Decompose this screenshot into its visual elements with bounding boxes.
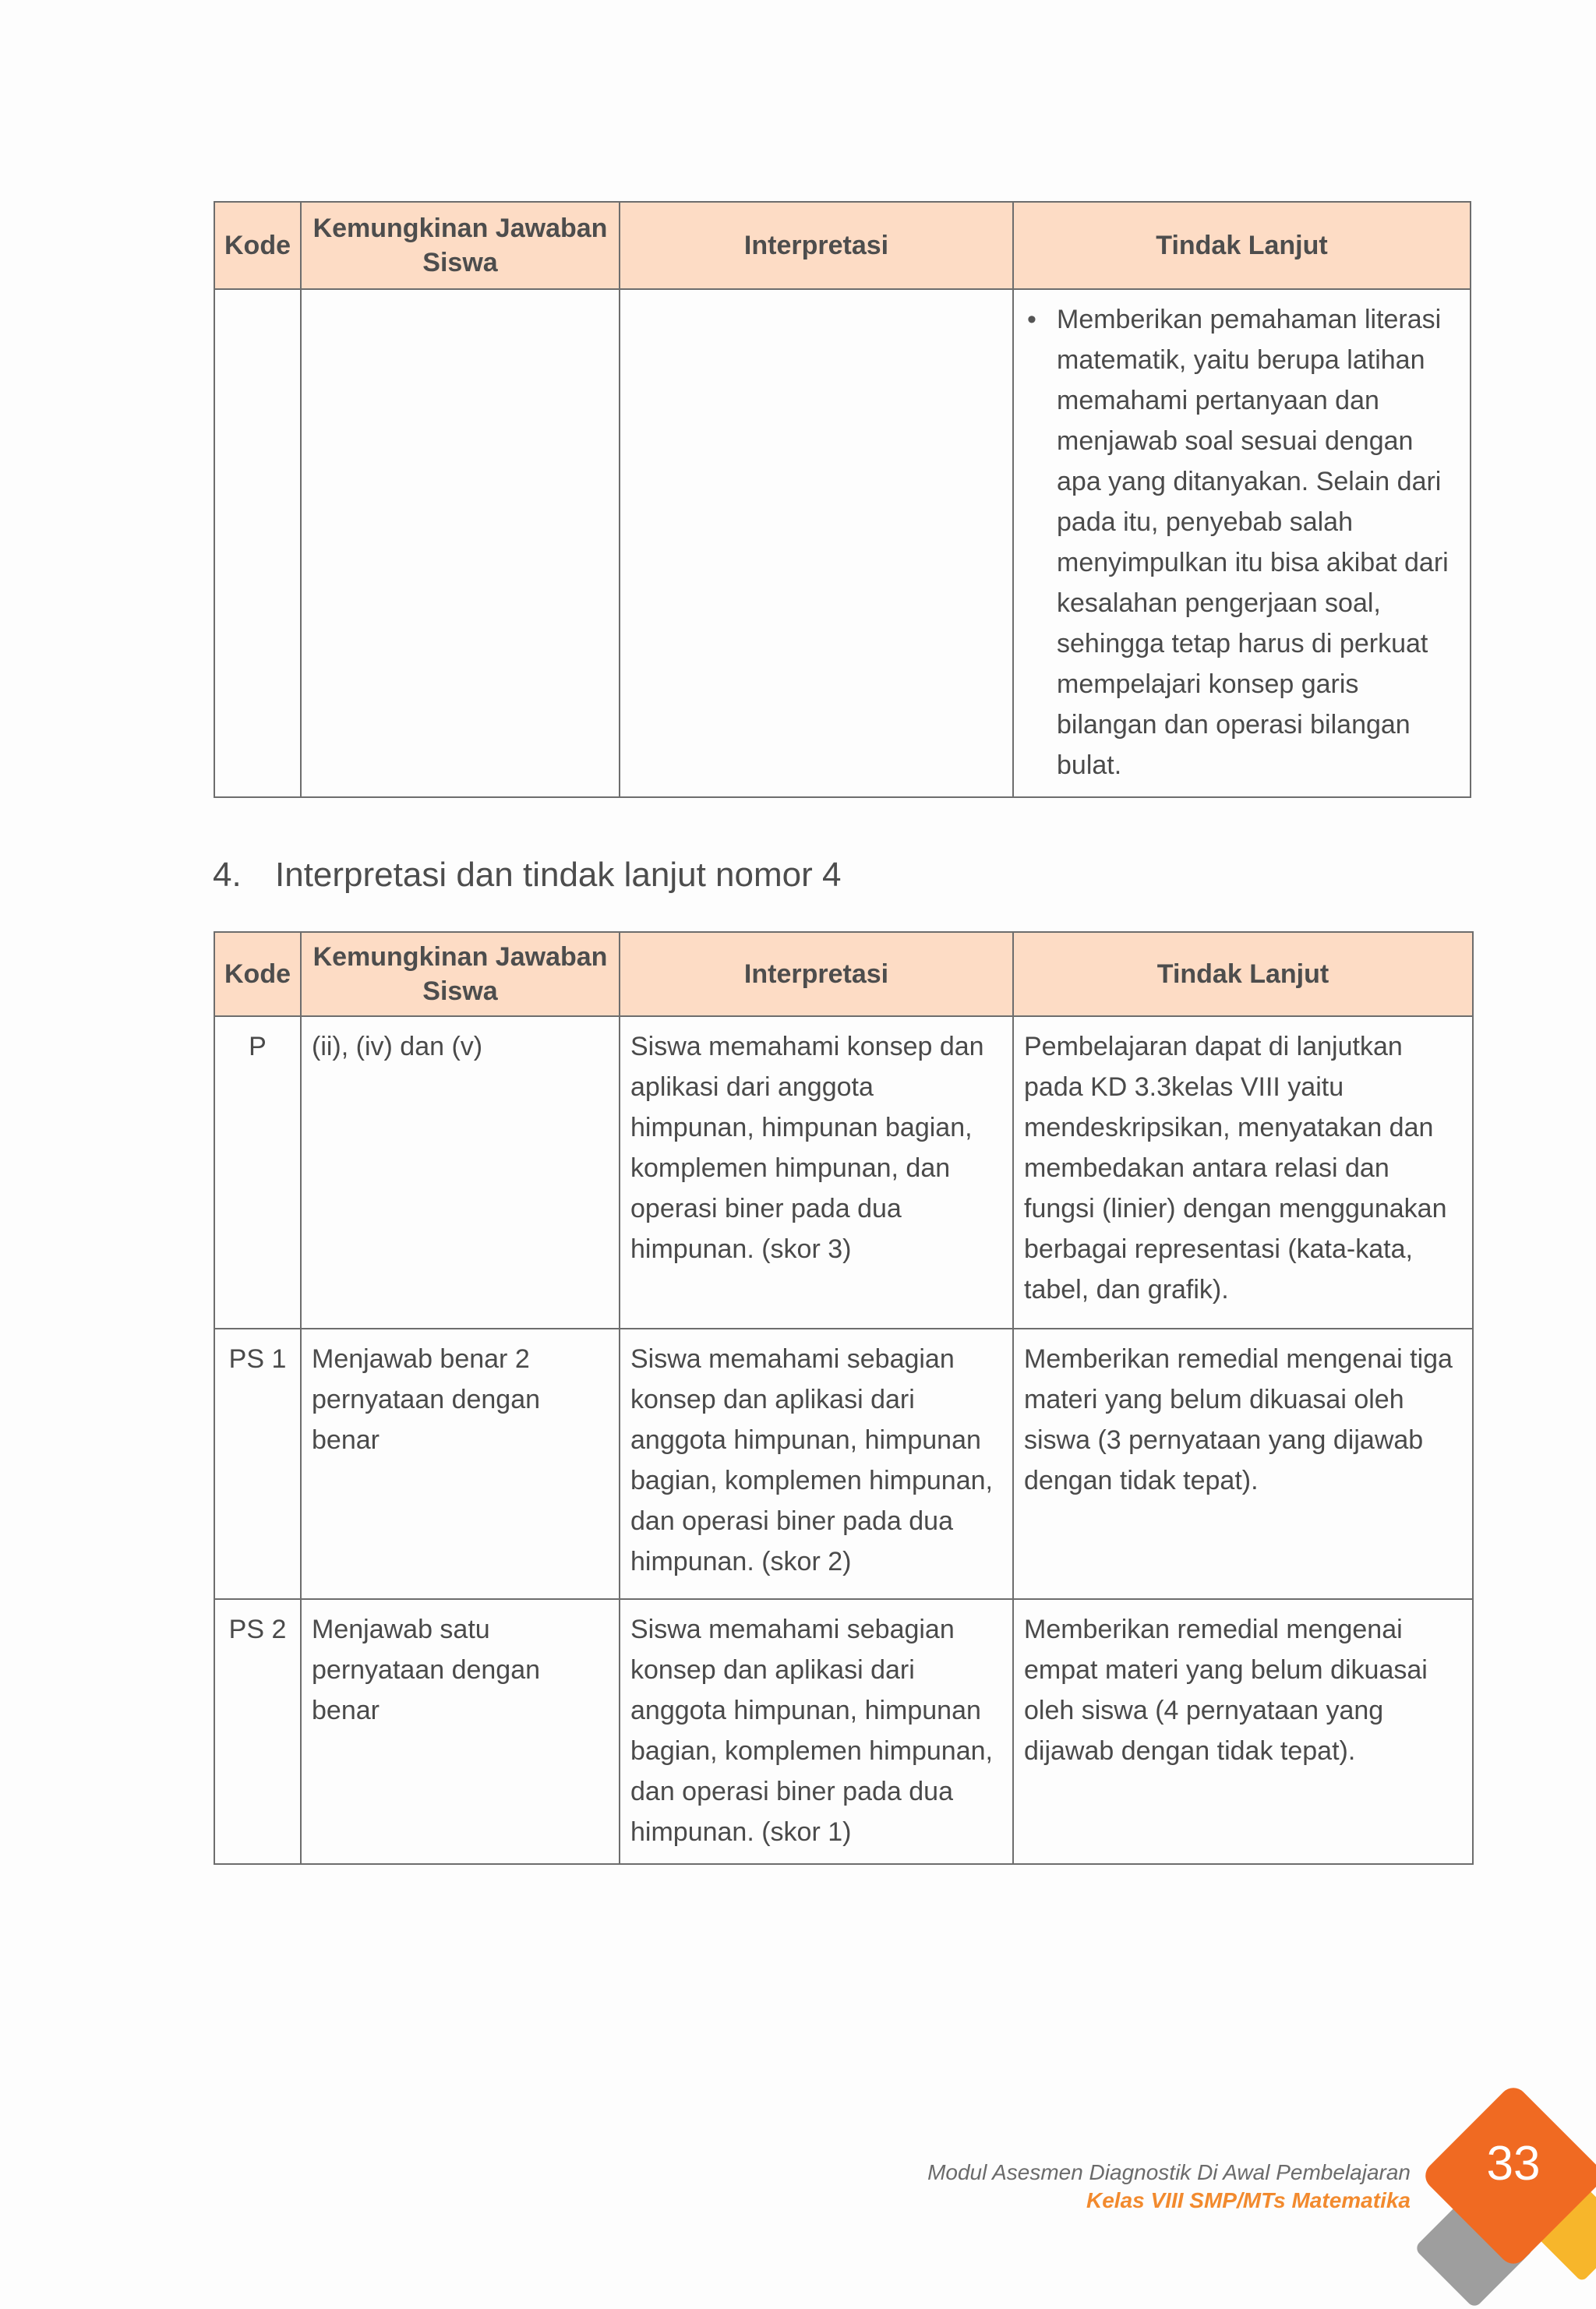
bullet-icon: • bbox=[1027, 305, 1036, 334]
header-interpretasi: Interpretasi bbox=[620, 202, 1013, 289]
cell-jawaban: Menjawab benar 2 pernyataan dengan benar bbox=[301, 1329, 620, 1599]
cell-interpretasi: Siswa memahami konsep dan aplikasi dari anggota himpunan, himpunan bagian, komplemen himpunan, dan operasi biner pada dua himpunan. (skor 3) bbox=[620, 1016, 1013, 1329]
cell-jawaban: (ii), (iv) dan (v) bbox=[301, 1016, 620, 1329]
header-kode: Kode bbox=[214, 932, 301, 1016]
bullet-text: Memberikan pemahaman literasi matematik, yaitu berupa latihan memahami pertanyaan dan menjawab soal sesuai dengan apa yang ditanyakan. Selain dari pada itu, penyebab salah menyimpulkan itu bisa akibat dari kesalahan pengerjaan soal, sehingga tetap harus di perkuat mempelajari konsep garis bilangan dan operasi bilangan bulat. bbox=[1057, 305, 1449, 780]
header-interpretasi: Interpretasi bbox=[620, 932, 1013, 1016]
header-tindak-lanjut: Tindak Lanjut bbox=[1013, 202, 1471, 289]
cell-kode: P bbox=[214, 1016, 301, 1329]
bullet-list-item bbox=[1024, 299, 1460, 786]
cell-jawaban: Menjawab satu pernyataan dengan benar bbox=[301, 1599, 620, 1864]
header-kemungkinan-jawaban: Kemungkinan Jawaban Siswa bbox=[301, 202, 620, 289]
table-row bbox=[214, 1599, 1473, 1864]
footer-book-title: Modul Asesmen Diagnostik Di Awal Pembelajaran bbox=[927, 2160, 1411, 2184]
table-interpretasi-nomor-4 bbox=[214, 931, 1474, 1865]
footer-book-subtitle: Kelas VIII SMP/MTs Matematika bbox=[1086, 2188, 1411, 2212]
page-number: 33 bbox=[1486, 2137, 1541, 2191]
footer bbox=[927, 2159, 1411, 2215]
cell-tindak-lanjut bbox=[1013, 289, 1471, 797]
cell-tindak-lanjut: Memberikan remedial mengenai empat materi yang belum dikuasai oleh siswa (4 pernyataan yang dijawab dengan tidak tepat). bbox=[1013, 1599, 1473, 1864]
cell-jawaban bbox=[301, 289, 620, 797]
section-title: Interpretasi dan tindak lanjut nomor 4 bbox=[275, 856, 842, 894]
table-row bbox=[214, 1329, 1473, 1599]
section-number: 4. bbox=[213, 856, 242, 894]
table-header-row bbox=[214, 202, 1471, 289]
table-row bbox=[214, 1016, 1473, 1329]
cell-kode: PS 2 bbox=[214, 1599, 301, 1864]
table-row bbox=[214, 289, 1471, 797]
section-heading bbox=[213, 856, 841, 895]
cell-tindak-lanjut: Memberikan remedial mengenai tiga materi yang belum dikuasai oleh siswa (3 pernyataan yang dijawab dengan tidak tepat). bbox=[1013, 1329, 1473, 1599]
header-kemungkinan-jawaban: Kemungkinan Jawaban Siswa bbox=[301, 932, 620, 1016]
header-tindak-lanjut: Tindak Lanjut bbox=[1013, 932, 1473, 1016]
cell-interpretasi bbox=[620, 289, 1013, 797]
cell-kode: PS 1 bbox=[214, 1329, 301, 1599]
table-header-row bbox=[214, 932, 1473, 1016]
cell-kode bbox=[214, 289, 301, 797]
cell-tindak-lanjut: Pembelajaran dapat di lanjutkan pada KD 3.3kelas VIII yaitu mendeskripsikan, menyatakan dan membedakan antara relasi dan fungsi (linier) dengan menggunakan berbagai representasi (kata-kata, tabel, dan grafik). bbox=[1013, 1016, 1473, 1329]
cell-interpretasi: Siswa memahami sebagian konsep dan aplikasi dari anggota himpunan, himpunan bagian, komplemen himpunan, dan operasi biner pada dua himpunan. (skor 1) bbox=[620, 1599, 1013, 1864]
cell-interpretasi: Siswa memahami sebagian konsep dan aplikasi dari anggota himpunan, himpunan bagian, komplemen himpunan, dan operasi biner pada dua himpunan. (skor 2) bbox=[620, 1329, 1013, 1599]
header-kode: Kode bbox=[214, 202, 301, 289]
table-continued bbox=[214, 201, 1471, 798]
